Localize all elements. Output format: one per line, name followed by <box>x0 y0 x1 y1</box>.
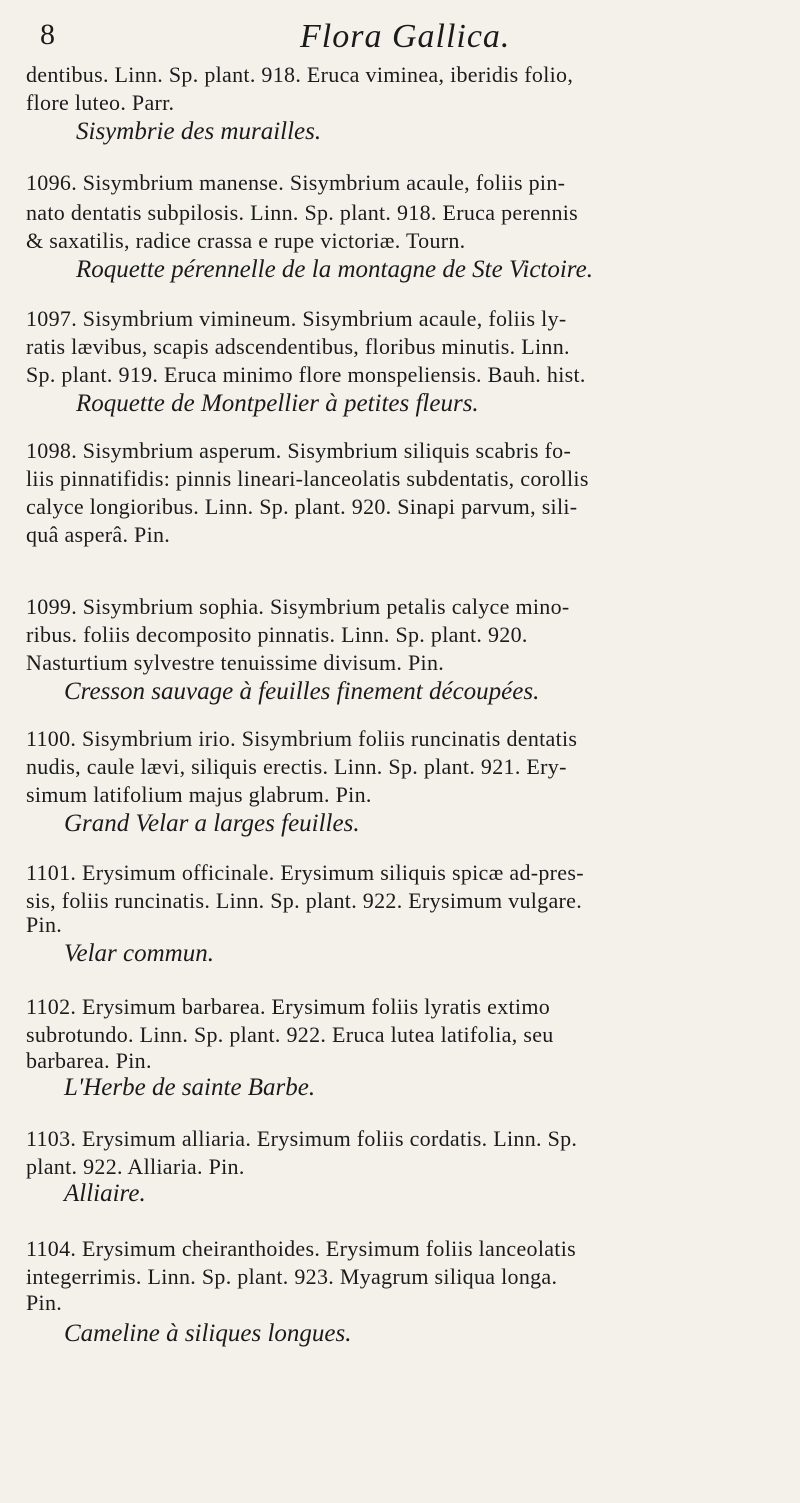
entry-line: Nasturtium sylvestre tenuissime divisum. Pin. <box>26 650 445 675</box>
entry-line: 1104. Erysimum cheiranthoides. Erysimum foliis lanceolatis <box>26 1236 576 1261</box>
text-line: dentibus. Linn. Sp. plant. 918. Eruca viminea, iberidis folio, <box>26 62 574 87</box>
french-name: Sisymbrie des murailles. <box>76 118 322 145</box>
entry-line: & saxatilis, radice crassa e rupe victoriæ. Tourn. <box>26 228 466 253</box>
entry-line: calyce longioribus. Linn. Sp. plant. 920. Sinapi parvum, sili- <box>26 494 578 519</box>
entry-line: 1102. Erysimum barbarea. Erysimum foliis lyratis extimo <box>26 994 551 1019</box>
running-title: Flora Gallica. <box>300 18 511 55</box>
french-name: Grand Velar a larges feuilles. <box>64 810 360 837</box>
entry-line: 1101. Erysimum officinale. Erysimum siliquis spicæ ad-pres- <box>26 860 584 885</box>
entry-line: nudis, caule lævi, siliquis erectis. Linn. Sp. plant. 921. Ery- <box>26 754 567 779</box>
entry-line: 1103. Erysimum alliaria. Erysimum foliis cordatis. Linn. Sp. <box>26 1126 578 1151</box>
entry-line: 1099. Sisymbrium sophia. Sisymbrium petalis calyce mino- <box>26 594 570 619</box>
french-name: Cameline à siliques longues. <box>64 1320 352 1347</box>
entry-line: plant. 922. Alliaria. Pin. <box>26 1154 245 1179</box>
french-name: Cresson sauvage à feuilles finement découpées. <box>64 678 540 705</box>
page-number: 8 <box>40 18 55 51</box>
page-header <box>40 18 760 62</box>
french-name: Alliaire. <box>64 1180 146 1207</box>
entry-line: 1098. Sisymbrium asperum. Sisymbrium siliquis scabris fo- <box>26 438 572 463</box>
entry-line: 1096. Sisymbrium manense. Sisymbrium acaule, foliis pin- <box>26 170 566 195</box>
entry-line: 1100. Sisymbrium irio. Sisymbrium foliis runcinatis dentatis <box>26 726 578 751</box>
entry-line: nato dentatis subpilosis. Linn. Sp. plant. 918. Eruca perennis <box>26 200 579 225</box>
french-name: L'Herbe de sainte Barbe. <box>64 1074 316 1101</box>
entry-line: ribus. foliis decomposito pinnatis. Linn. Sp. plant. 920. <box>26 622 528 647</box>
entry-line: sis, foliis runcinatis. Linn. Sp. plant. 922. Erysimum vulgare. <box>26 888 583 913</box>
entry-line: 1097. Sisymbrium vimineum. Sisymbrium acaule, foliis ly- <box>26 306 567 331</box>
entry-line: subrotundo. Linn. Sp. plant. 922. Eruca lutea latifolia, seu <box>26 1022 554 1047</box>
entry-line: liis pinnatifidis: pinnis lineari-lanceolatis subdentatis, corollis <box>26 466 589 491</box>
entry-line: Pin. <box>26 912 63 937</box>
french-name: Roquette de Montpellier à petites fleurs. <box>76 390 479 417</box>
entry-line: Sp. plant. 919. Eruca minimo flore monspeliensis. Bauh. hist. <box>26 362 586 387</box>
entry-line: Pin. <box>26 1290 63 1315</box>
entry-line: barbarea. Pin. <box>26 1048 152 1073</box>
entry-line: integerrimis. Linn. Sp. plant. 923. Myagrum siliqua longa. <box>26 1264 558 1289</box>
french-name: Roquette pérennelle de la montagne de Ste Victoire. <box>76 256 593 283</box>
entry-line: quâ asperâ. Pin. <box>26 522 171 547</box>
entry-line: ratis lævibus, scapis adscendentibus, floribus minutis. Linn. <box>26 334 570 359</box>
entry-line: simum latifolium majus glabrum. Pin. <box>26 782 372 807</box>
text-line: flore luteo. Parr. <box>26 90 175 115</box>
french-name: Velar commun. <box>64 940 214 967</box>
